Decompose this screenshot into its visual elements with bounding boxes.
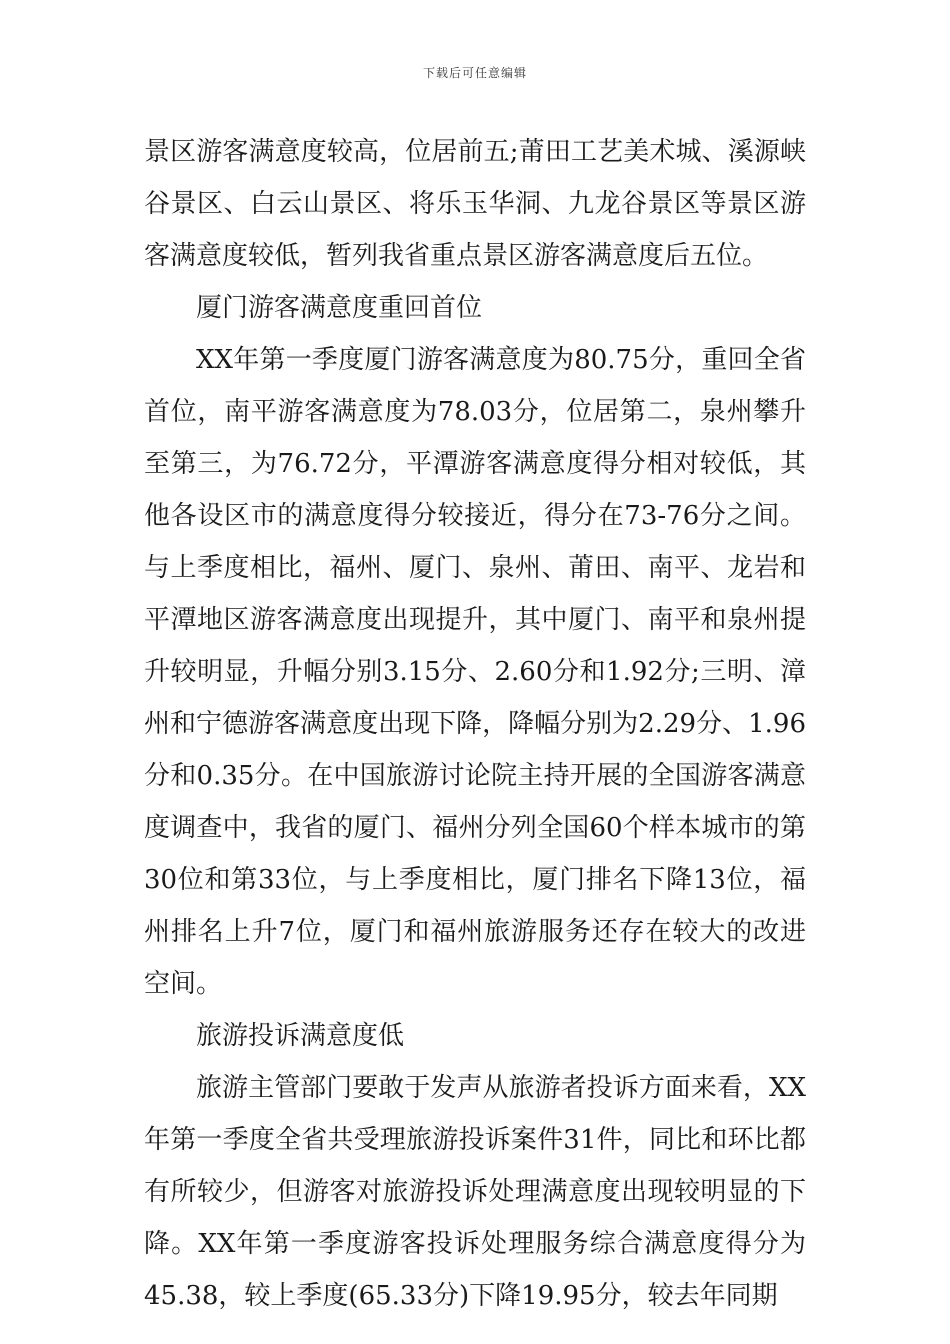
- paragraph-complaints: 旅游主管部门要敢于发声从旅游者投诉方面来看，XX年第一季度全省共受理旅游投诉案件31件，同比和环比都有所较少，但游客对旅游投诉处理满意度出现较明显的下降。XX年第一季度游客投诉处理服务综合满意度得分为45.38，较上季度(65.33分)下降19.95分，较去年同期: [144, 1073, 806, 1311]
- paragraph-xiamen-satisfaction: XX年第一季度厦门游客满意度为80.75分，重回全省首位，南平游客满意度为78.03分，位居第二，泉州攀升至第三，为76.72分，平潭游客满意度得分相对较低，其他各设区市的满意度得分较接近，得分在73-76分之间。与上季度相比，福州、厦门、泉州、莆田、南平、龙岩和平潭地区游客满意度出现提升，其中厦门、南平和泉州提升较明显，升幅分别3.15分、2.60分和1.92分;三明、漳州和宁德游客满意度出现下降，降幅分别为2.29分、1.96分和0.35分。在中国旅游讨论院主持开展的全国游客满意度调查中，我省的厦门、福州分列全国60个样本城市的第30位和第33位，与上季度相比，厦门排名下降13位，福州排名上升7位，厦门和福州旅游服务还存在较大的改进空间。: [144, 345, 806, 999]
- section-heading-xiamen: 厦门游客满意度重回首位: [196, 293, 483, 323]
- section-heading-complaints: 旅游投诉满意度低: [196, 1021, 405, 1051]
- page-header-note: 下载后可任意编辑: [422, 66, 527, 80]
- document-body: [144, 126, 806, 1322]
- paragraph-continuation: 景区游客满意度较高，位居前五;莆田工艺美术城、溪源峡谷景区、白云山景区、将乐玉华洞、九龙谷景区等景区游客满意度较低，暂列我省重点景区游客满意度后五位。: [144, 137, 806, 271]
